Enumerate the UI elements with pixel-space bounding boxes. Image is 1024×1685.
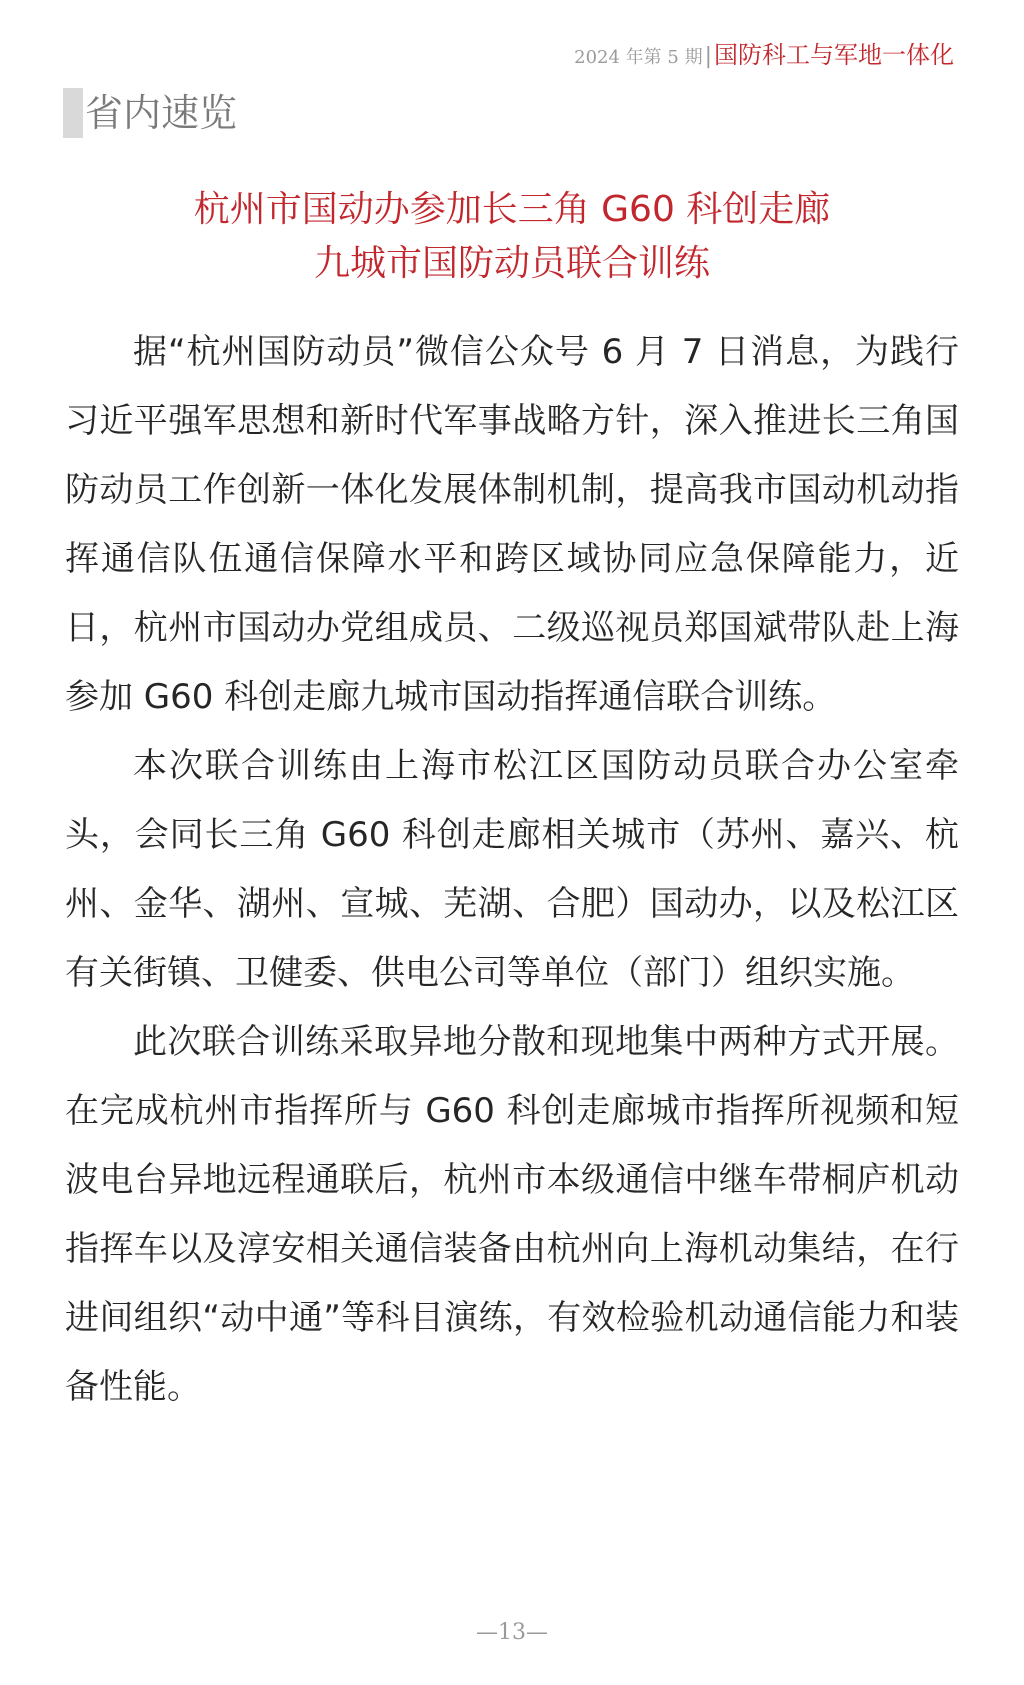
issue-label: 2024 年第 5 期 [574, 47, 703, 68]
header-separator: | [704, 44, 712, 69]
paragraph: 本次联合训练由上海市松江区国防动员联合办公室牵头，会同长三角 G60 科创走廊相关城市（苏州、嘉兴、杭州、金华、湖州、宣城、芜湖、合肥）国动办，以及松江区有关街镇、卫健委、供电公司等单位（部门）组织实施。 [65, 746, 959, 993]
paragraph: 此次联合训练采取异地分散和现地集中两种方式开展。在完成杭州市指挥所与 G60 科创走廊城市指挥所视频和短波电台异地远程通联后，杭州市本级通信中继车带桐庐机动指挥车以及淳安相关通信装备由杭州向上海机动集结，在行进间组织“动中通”等科目演练，有效检验机动通信能力和装备性能。 [65, 1022, 959, 1407]
page-number: —13— [476, 1620, 548, 1645]
article-title [0, 183, 1024, 291]
paragraph: 据“杭州国防动员”微信公众号 6 月 7 日消息，为践行习近平强军思想和新时代军事战略方针，深入推进长三角国防动员工作创新一体化发展体制机制，提高我市国动机动指挥通信队伍通信保障水平和跨区域协同应急保障能力，近日，杭州市国动办党组成员、二级巡视员郑国斌带队赴上海参加 G60 科创走廊九城市国动指挥通信联合训练。 [65, 332, 959, 717]
running-header [574, 40, 954, 73]
article-body [65, 318, 959, 1422]
article-title-line-2: 九城市国防动员联合训练 [313, 243, 710, 284]
section-marker [63, 88, 83, 138]
section-title: 省内速览 [85, 91, 238, 135]
article-title-line-1: 杭州市国动办参加长三角 G60 科创走廊 [193, 189, 831, 230]
journal-name: 国防科工与军地一体化 [714, 41, 954, 69]
